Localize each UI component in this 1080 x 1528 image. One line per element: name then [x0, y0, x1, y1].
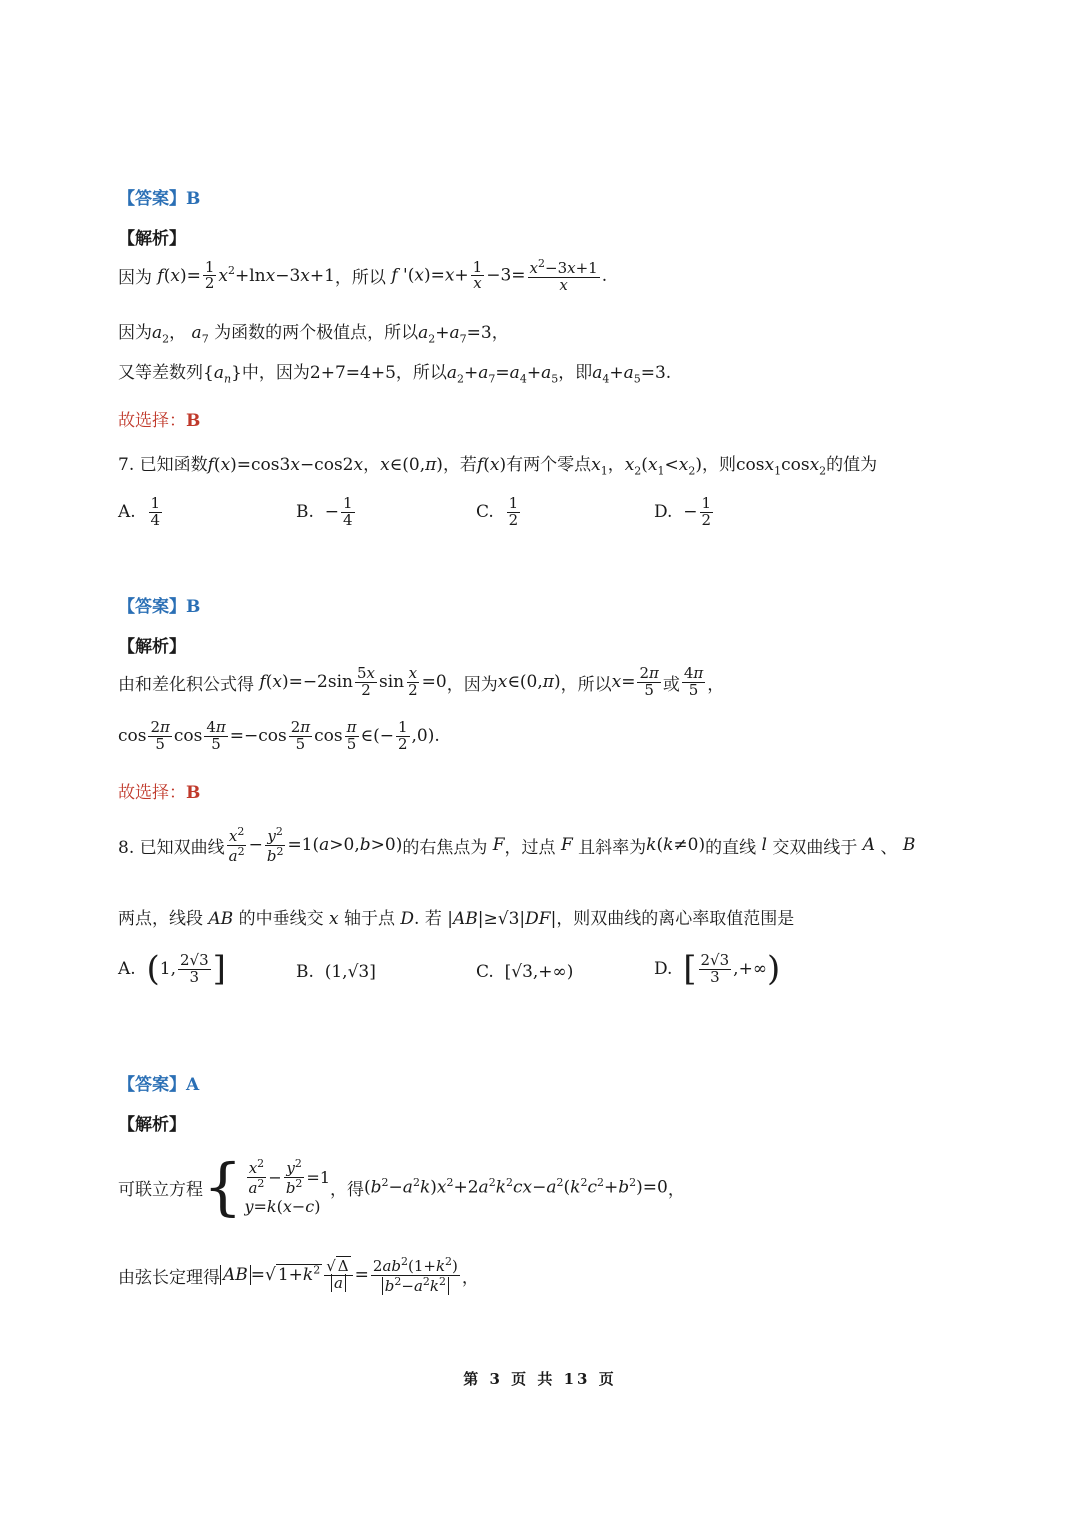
- q7-option-b: B. − $\frac{1}{4}$: [296, 494, 353, 529]
- sol7-line1: 由和差化积公式得 f(x)=−2sin $\frac{5x}{2}$ sin $\frac{x}{2}$ =0 ，因为 x∈(0,π) ，所以 x= $\frac{2\pi}{5}$ 或 $\frac{4\pi}{5}$ ，: [118, 664, 725, 699]
- answer-value: B: [186, 189, 201, 209]
- q8-option-a: A. ( 1, $\frac{2√3}{3}$ ]: [118, 949, 226, 989]
- q8-option-d: D. [ $\frac{2√3}{3}$ ,+∞ ): [654, 949, 781, 989]
- analysis-label-7: 【解析】: [118, 637, 186, 657]
- formula: f(x)= $\frac{1}{2}$ $x^2+\ln x-3x+1$: [157, 257, 335, 293]
- question-8-line2: 两点，线段 AB 的中垂线交 x 轴于点 D. 若 |AB|≥√3|DF|，则双曲线的离心率取值范围是: [118, 909, 795, 929]
- formula: f '(x)=x+ $\frac{1}{x}$ −3= $\frac{x^2-3x+1}{x}$: [391, 257, 598, 294]
- sol6-line2: 因为$a_2$， $a_7$ 为函数的两个极值点，所以$a_2+a_7=3$，: [118, 323, 509, 346]
- sol8-line1: 可联立方程 { $\frac{x^2}{a^2}$ − $\frac{y^2}{b^2}$ =1 y=k(x−c) ，得 $(b^2-a^2k)x^2+2a^2k^2cx-a^2(k^2c^2+b^2)=0$ ，: [118, 1150, 685, 1223]
- sol6-line1: 因为 f(x)= $\frac{1}{2}$ $x^2+\ln x-3x+1$ ，所以 f '(x)=x+ $\frac{1}{x}$ −3= $\frac{x^2-3x+1}{x}$ .: [118, 257, 608, 294]
- analysis-label-8: 【解析】: [118, 1115, 186, 1135]
- answer-8: 【答案】A: [118, 1075, 200, 1095]
- answer-6: [118, 184, 200, 209]
- answer-label: 【答案】: [118, 189, 186, 209]
- page-footer: 第 3 页 共 13 页: [463, 1370, 617, 1388]
- q7-option-d: D. − $\frac{1}{2}$: [654, 494, 712, 529]
- q8-option-b: B. (1,√3]: [296, 962, 376, 982]
- q7-option-c: C. $\frac{1}{2}$: [476, 494, 519, 529]
- equation-system: { $\frac{x^2}{a^2}$ − $\frac{y^2}{b^2}$ =1 y=k(x−c): [203, 1150, 331, 1223]
- choose-7: 故选择：B: [118, 783, 201, 803]
- answer-7: 【答案】B: [118, 597, 201, 617]
- sol8-line2: 由弦长定理得 AB =√ $1+k^2$ $\frac{√ \Delta}{a}$ = $\frac{2ab^2(1+k^2)}{b^2-a^2k^2}$ ，: [118, 1255, 479, 1295]
- choose-6: 故选择：B: [118, 411, 201, 431]
- sol7-line2: cos $\frac{2\pi}{5}$ cos $\frac{4\pi}{5}$ =−cos $\frac{2\pi}{5}$ cos $\frac{\pi}{5}$ ∈(− $\frac{1}{2}$ ,0).: [118, 718, 440, 753]
- sol6-line3: 又等差数列$\{a_n\}$中，因为2+7=4+5，所以$a_2+a_7=a_4+a_5$，即$a_4+a_5=3$.: [118, 363, 672, 386]
- analysis-label-6: 【解析】: [118, 229, 186, 249]
- q7-option-a: A. $\frac{1}{4}$: [118, 494, 161, 529]
- question-8: 8. 已知双曲线 $\frac{x^2}{a^2}$ − $\frac{y^2}{b^2}$ =1(a>0,b>0) 的右焦点为 F ，过点 F 且斜率为 k ( k ≠0) 的直线 l 交双曲线于 A 、 B: [118, 825, 916, 865]
- question-7: 7. 已知函数f(x)=cos3x−cos2x，x∈(0,π)，若f(x)有两个零点$x_1$，$x_2(x_1<x_2)$，则cosx$_1$cosx$_2$的值为: [118, 455, 878, 478]
- q8-option-c: C. [√3,+∞): [476, 962, 574, 982]
